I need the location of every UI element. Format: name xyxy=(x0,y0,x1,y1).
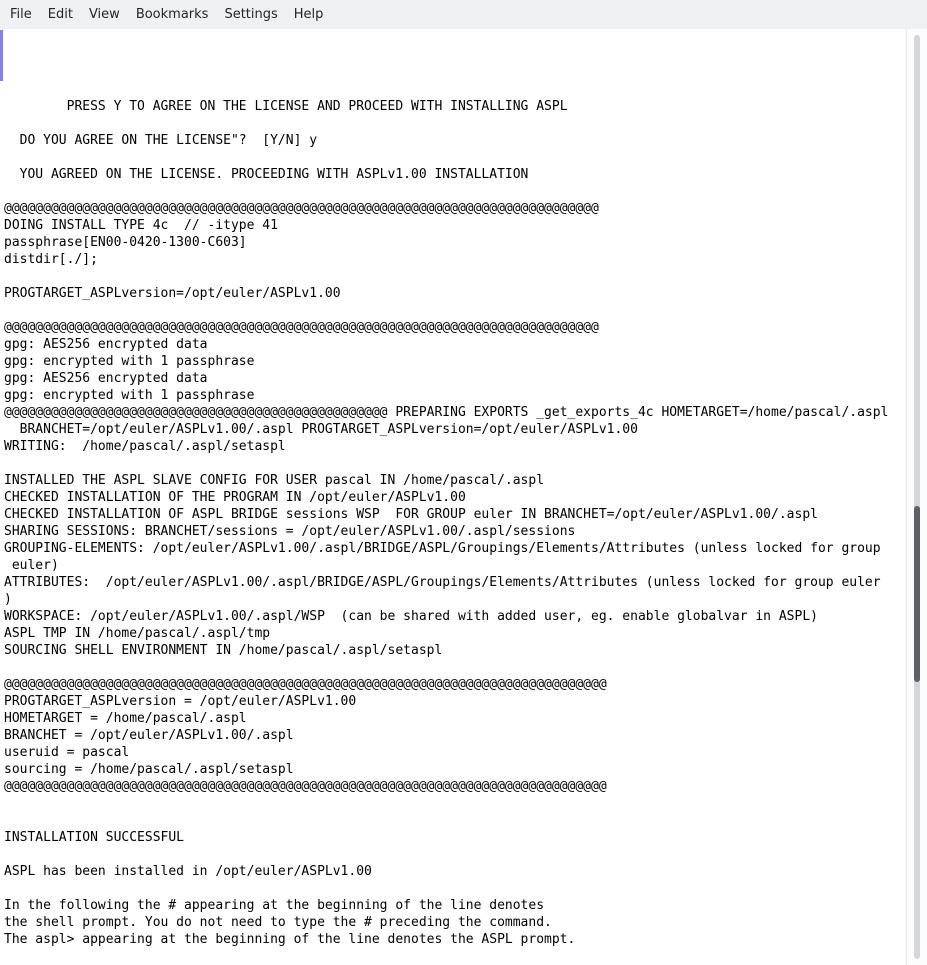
terminal-line: gpg: AES256 encrypted data xyxy=(4,337,208,352)
terminal-line: useruid = pascal xyxy=(4,745,130,760)
terminal-line: ) xyxy=(4,592,12,607)
terminal-line xyxy=(4,268,906,285)
terminal-line: The aspl> appearing at the beginning of the line denotes the ASPL prompt. xyxy=(4,932,576,947)
terminal-line: gpg: AES256 encrypted data xyxy=(4,371,208,386)
terminal-line xyxy=(4,47,906,64)
terminal-line: HOMETARGET = /home/pascal/.aspl xyxy=(4,711,247,726)
terminal-line: BRANCHET = /opt/euler/ASPLv1.00/.aspl xyxy=(4,728,294,743)
terminal-line: SHARING SESSIONS: BRANCHET/sessions = /opt/euler/ASPLv1.00/.aspl/sessions xyxy=(4,524,576,539)
terminal-line xyxy=(4,795,906,812)
menu-settings[interactable]: Settings xyxy=(224,7,278,22)
terminal-line: INSTALLED THE ASPL SLAVE CONFIG FOR USER pascal IN /home/pascal/.aspl xyxy=(4,473,545,488)
terminal-line: passphrase[EN00-0420-1300-C603] xyxy=(4,235,247,250)
terminal-line: WRITING: /home/pascal/.aspl/setaspl xyxy=(4,439,286,454)
terminal-output[interactable] xyxy=(0,29,906,965)
terminal-line: In the following the # appearing at the beginning of the line denotes xyxy=(4,898,545,913)
menu-edit[interactable]: Edit xyxy=(47,7,73,22)
terminal-line: CHECKED INSTALLATION OF ASPL BRIDGE sessions WSP FOR GROUP euler IN BRANCHET=/opt/euler/ASPLv1.00/.aspl xyxy=(4,507,818,522)
terminal-line: @@@@@@@@@@@@@@@@@@@@@@@@@@@@@@@@@@@@@@@@@@@@@@@@@ PREPARING EXPORTS _get_exports_4c HOMETARGET=/home/pascal/.aspl xyxy=(4,405,889,420)
terminal-line: ATTRIBUTES: /opt/euler/ASPLv1.00/.aspl/BRIDGE/ASPL/Groupings/Elements/Attributes (unless locked for group euler xyxy=(4,575,881,590)
terminal-line: SOURCING SHELL ENVIRONMENT IN /home/pascal/.aspl/setaspl xyxy=(4,643,443,658)
terminal-line xyxy=(4,812,906,829)
terminal-line: DOING INSTALL TYPE 4c // -itype 41 xyxy=(4,218,278,233)
terminal-line: ASPL TMP IN /home/pascal/.aspl/tmp xyxy=(4,626,271,641)
terminal-line: distdir[./]; xyxy=(4,252,98,267)
terminal-lines xyxy=(4,30,906,948)
terminal-line xyxy=(4,183,906,200)
menu-help[interactable]: Help xyxy=(293,7,324,22)
terminal-line xyxy=(4,659,906,676)
terminal-line xyxy=(4,846,906,863)
vertical-scrollbar[interactable] xyxy=(906,29,927,965)
terminal-line: @@@@@@@@@@@@@@@@@@@@@@@@@@@@@@@@@@@@@@@@@@@@@@@@@@@@@@@@@@@@@@@@@@@@@@@@@@@@ xyxy=(4,320,599,335)
search-marker xyxy=(0,30,3,81)
terminal-line: PRESS Y TO AGREE ON THE LICENSE AND PROCEED WITH INSTALLING ASPL xyxy=(4,99,568,114)
terminal-line: DO YOU AGREE ON THE LICENSE"? [Y/N] y xyxy=(4,133,318,148)
terminal-line xyxy=(4,302,906,319)
terminal-line: PROGTARGET_ASPLversion = /opt/euler/ASPLv1.00 xyxy=(4,694,357,709)
menu-bookmarks[interactable]: Bookmarks xyxy=(135,7,209,22)
terminal-line: gpg: encrypted with 1 passphrase xyxy=(4,388,255,403)
terminal-line: GROUPING-ELEMENTS: /opt/euler/ASPLv1.00/.aspl/BRIDGE/ASPL/Groupings/Elements/Attributes (unless locked for group xyxy=(4,541,881,556)
terminal-line xyxy=(4,30,906,47)
terminal-line xyxy=(4,81,906,98)
terminal-line: @@@@@@@@@@@@@@@@@@@@@@@@@@@@@@@@@@@@@@@@@@@@@@@@@@@@@@@@@@@@@@@@@@@@@@@@@@@@@ xyxy=(4,779,607,794)
terminal-line: gpg: encrypted with 1 passphrase xyxy=(4,354,255,369)
terminal-line xyxy=(4,115,906,132)
menu-bar xyxy=(0,0,927,29)
terminal-line: @@@@@@@@@@@@@@@@@@@@@@@@@@@@@@@@@@@@@@@@@@@@@@@@@@@@@@@@@@@@@@@@@@@@@@@@@@@@ xyxy=(4,201,599,216)
scrollbar-thumb[interactable] xyxy=(914,506,920,682)
terminal-line: CHECKED INSTALLATION OF THE PROGRAM IN /opt/euler/ASPLv1.00 xyxy=(4,490,466,505)
terminal-line xyxy=(4,64,906,81)
terminal-line: euler) xyxy=(4,558,59,573)
menu-view[interactable]: View xyxy=(88,7,120,22)
terminal-line: @@@@@@@@@@@@@@@@@@@@@@@@@@@@@@@@@@@@@@@@@@@@@@@@@@@@@@@@@@@@@@@@@@@@@@@@@@@@@ xyxy=(4,677,607,692)
terminal-line: YOU AGREED ON THE LICENSE. PROCEEDING WITH ASPLv1.00 INSTALLATION xyxy=(4,167,529,182)
terminal-line: the shell prompt. You do not need to type the # preceding the command. xyxy=(4,915,552,930)
terminal-line: PROGTARGET_ASPLversion=/opt/euler/ASPLv1.00 xyxy=(4,286,341,301)
terminal-line xyxy=(4,455,906,472)
terminal-line: sourcing = /home/pascal/.aspl/setaspl xyxy=(4,762,294,777)
terminal-line: INSTALLATION SUCCESSFUL xyxy=(4,830,185,845)
terminal-line xyxy=(4,880,906,897)
menu-file[interactable]: File xyxy=(10,7,32,22)
terminal-line: ASPL has been installed in /opt/euler/ASPLv1.00 xyxy=(4,864,372,879)
terminal-line: BRANCHET=/opt/euler/ASPLv1.00/.aspl PROGTARGET_ASPLversion=/opt/euler/ASPLv1.00 xyxy=(4,422,638,437)
scrollbar-track[interactable] xyxy=(914,35,920,959)
terminal-line xyxy=(4,149,906,166)
terminal-line: WORKSPACE: /opt/euler/ASPLv1.00/.aspl/WSP (can be shared with added user, eg. enable globalvar in ASPL) xyxy=(4,609,818,624)
